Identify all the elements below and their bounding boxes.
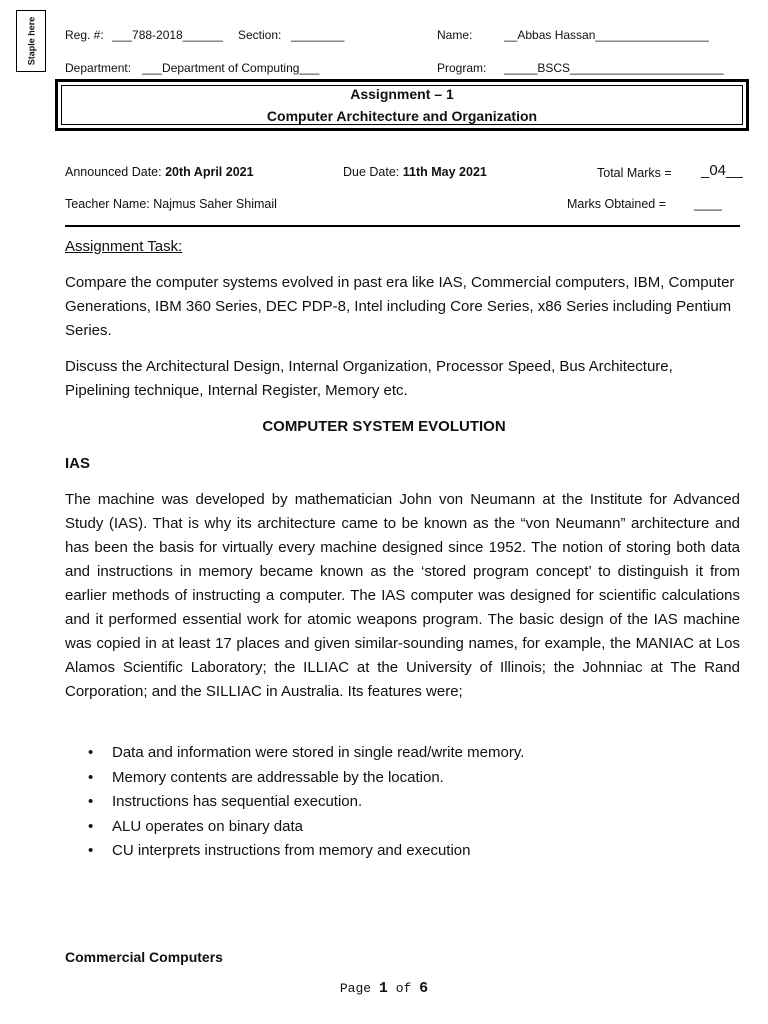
marks-obtained-value: ____	[694, 197, 722, 211]
announced-label: Announced Date:	[65, 165, 162, 179]
assignment-title-box	[55, 79, 749, 131]
ias-heading: IAS	[65, 455, 91, 472]
section-title: COMPUTER SYSTEM EVOLUTION	[262, 418, 506, 435]
teacher-name	[65, 197, 277, 211]
total-pages: 6	[419, 980, 429, 997]
task-paragraph-2: Discuss the Architectural Design, Internal Organization, Processor Speed, Bus Architecture, Pipelining technique, Internal Register, Memory etc.	[65, 358, 673, 399]
list-item: • Data and information were stored in single read/write memory.	[65, 741, 740, 766]
staple-here-box	[16, 10, 46, 72]
list-item: • ALU operates on binary data	[65, 815, 740, 840]
teacher-value: Najmus Saher Shimail	[153, 197, 277, 211]
name-label: Name:	[437, 28, 473, 42]
section-value: ________	[291, 28, 345, 42]
program-label: Program:	[437, 61, 487, 75]
page-word: Page	[339, 981, 372, 996]
staple-here-label: Staple here	[26, 16, 36, 66]
announced-date	[65, 165, 254, 179]
marks-obtained-label: Marks Obtained =	[567, 197, 667, 211]
program-value: _____BSCS_______________________	[504, 61, 724, 75]
department-value: ___Department of Computing___	[142, 61, 320, 75]
due-label: Due Date:	[343, 165, 400, 179]
announced-value: 20th April 2021	[165, 165, 254, 179]
due-value: 11th May 2021	[402, 165, 487, 179]
due-date	[343, 165, 487, 179]
list-item: • CU interprets instructions from memory and execution	[65, 839, 740, 864]
of-word: of	[395, 981, 412, 996]
assignment-task-heading: Assignment Task:	[65, 238, 183, 255]
course-title: Computer Architecture and Organization	[266, 108, 538, 124]
page-footer	[0, 980, 768, 997]
teacher-label: Teacher Name:	[65, 197, 150, 211]
ias-features-list	[65, 741, 740, 864]
ias-paragraph: The machine was developed by mathematician John von Neumann at the Institute for Advanced Study (IAS). That is why its architecture came to be known as the “von Neumann” architecture and has been the basis for virtually every machine designed since 1952. The notion of storing both data and instructions in memory became known as the ‘stored program concept’ to distinguish it from earlier methods of instructing a computer. The IAS computer was designed for scientific calculations and it performed essential work for atomic weapons program. The basic design of the IAS machine was copied in at least 17 places and given similar-sounding names, for example, the MANIAC at Los Alamos Scientific Laboratory; the ILLIAC at the University of Illinois; the Johnniac at The Rand Corporation; and the SILLIAC in Australia. Its features were;	[65, 491, 740, 700]
header-divider	[65, 225, 740, 227]
task-paragraph-1: Compare the computer systems evolved in past era like IAS, Commercial computers, IBM, Computer Generations, IBM 360 Series, DEC PDP-8, Intel including Core Series, x86 Series including Pentium Series.	[65, 274, 735, 339]
department-label: Department:	[65, 61, 132, 75]
total-marks-value: _04__	[701, 162, 743, 179]
list-item: • Memory contents are addressable by the location.	[65, 766, 740, 791]
reg-value: ___788-2018______	[112, 28, 223, 42]
commercial-computers-heading: Commercial Computers	[65, 949, 223, 965]
total-marks-label: Total Marks =	[597, 166, 672, 180]
list-item: • Instructions has sequential execution.	[65, 790, 740, 815]
section-label: Section:	[238, 28, 282, 42]
name-value: __Abbas Hassan_________________	[504, 28, 709, 42]
reg-label: Reg. #:	[65, 28, 104, 42]
page-number: 1	[378, 980, 388, 997]
assignment-number: Assignment – 1	[350, 86, 454, 102]
